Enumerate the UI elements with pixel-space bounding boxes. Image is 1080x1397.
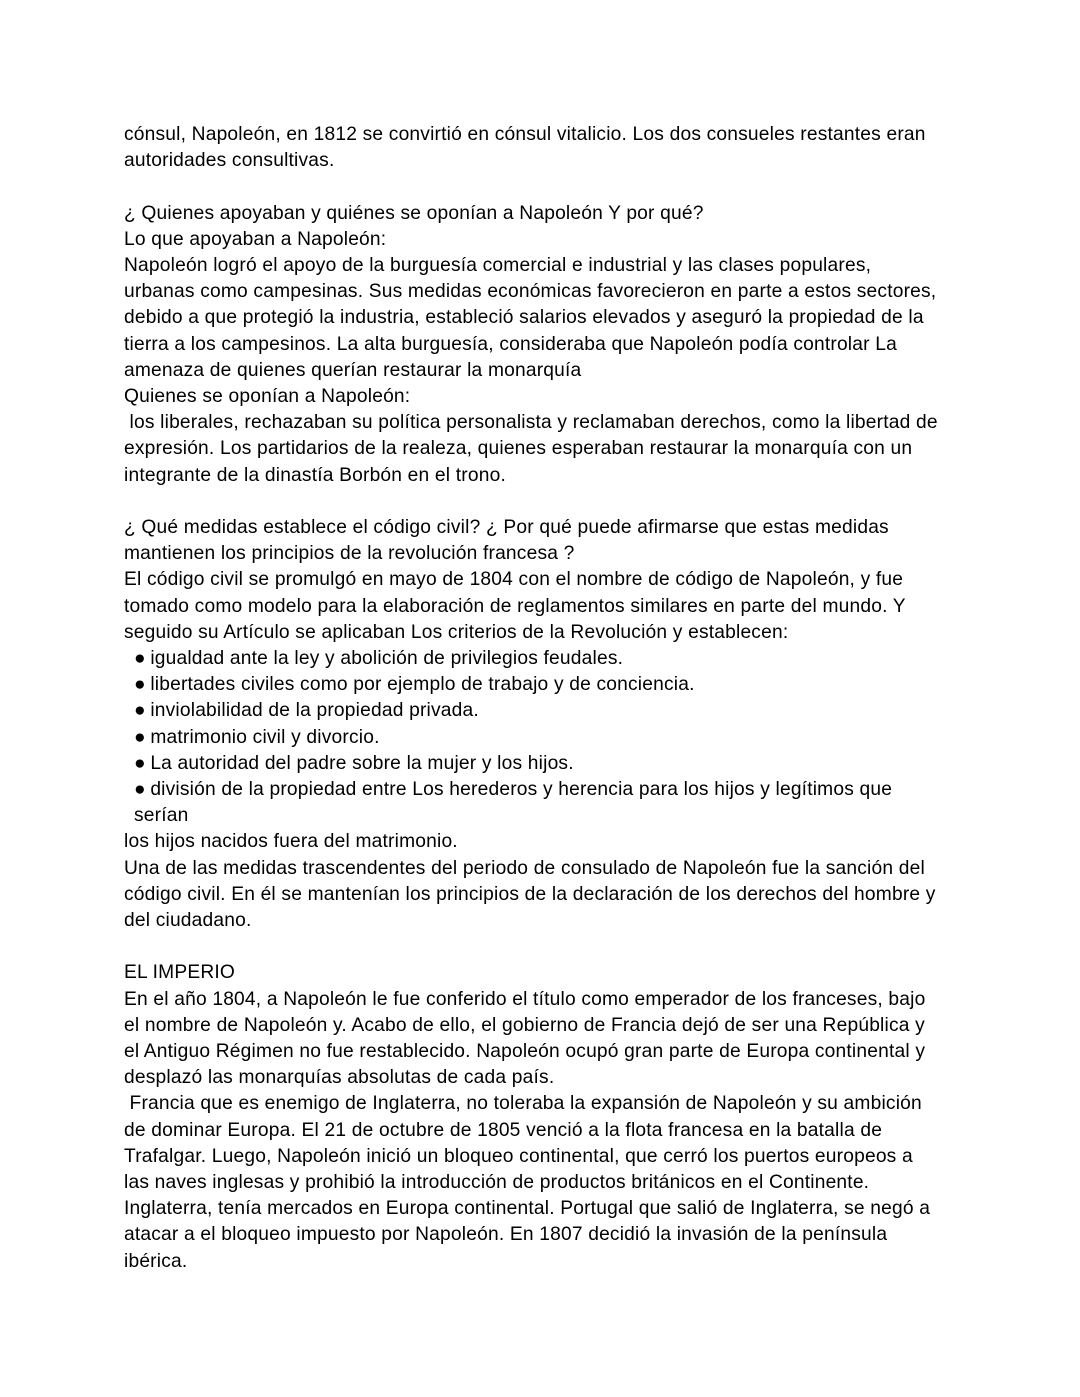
paragraph-civil-code-sanction: Una de las medidas trascendentes del periodo de consulado de Napoleón fue la sanción del código civil. En él se mantenían los principios de la declaración de los derechos del hombre y del ciudadano. [124, 857, 942, 932]
list-item [124, 672, 940, 698]
list-item [124, 646, 940, 672]
bullet-dot-icon: ● [134, 752, 146, 774]
paragraph-civil-code-body: El código civil se promulgó en mayo de 1804 con el nombre de código de Napoleón, y fue tomado como modelo para la elaboración de reglamentos similares en parte del mundo. Y seguido su Artículo se aplicaban Los criterios de la Revolución y establecen: [124, 569, 911, 643]
list-item [124, 777, 940, 829]
label-opponents: Quienes se oponían a Napoleón: [124, 386, 411, 408]
question-who-supported-napoleon: ¿ Quienes apoyaban y quiénes se oponían a Napoleón Y por qué? [124, 202, 704, 224]
document-text-body [124, 122, 944, 1275]
bullet-dot-icon: ● [134, 674, 146, 696]
list-item-label: inviolabilidad de la propiedad privada. [150, 700, 479, 722]
list-item [124, 725, 940, 751]
list-item [124, 751, 940, 777]
bullet-dot-icon: ● [134, 700, 146, 722]
paragraph-empire-first: En el año 1804, a Napoleón le fue conferido el título como emperador de los franceses, bajo el nombre de Napoleón y. Acabo de ello, el gobierno de Francia dejó de ser una República y el Antiguo Régimen no fue restablecido. Napoleón ocupó gran parte de Europa continental y desplazó las monarquías absolutas de cada país. [124, 988, 931, 1089]
bullet-dot-icon: ● [134, 726, 146, 748]
list-item [124, 698, 940, 724]
list-item-label: división de la propiedad entre Los herederos y herencia para los hijos y legítimos que serían [134, 779, 898, 827]
paragraph-consul: cónsul, Napoleón, en 1812 se convirtió en cónsul vitalicio. Los dos consueles restantes eran autoridades consultivas. [124, 124, 932, 172]
paragraph-opponents-body: los liberales, rechazaban su política personalista y reclamaban derechos, como la libertad de expresión. Los partidarios de la realeza, quienes esperaban restaurar la monarquía con un integrante de la dinastía Borbón en el trono. [124, 412, 944, 486]
list-item-label: La autoridad del padre sobre la mujer y los hijos. [150, 752, 574, 774]
paragraph-spacer [124, 489, 940, 515]
section-heading-el-imperio: EL IMPERIO [124, 962, 236, 984]
paragraph-spacer [124, 934, 940, 960]
label-supporters: Lo que apoyaban a Napoleón: [124, 228, 387, 250]
paragraph-empire-second: Francia que es enemigo de Inglaterra, no toleraba la expansión de Napoleón y su ambición de dominar Europa. El 21 de octubre de 1805 venció a la flota francesa en la batalla de Trafalgar. Luego, Napoleón inició un bloqueo continental, que cerró los puertos europeos a las naves inglesas y prohibió la introducción de productos británicos en el Continente. Inglaterra, tenía mercados en Europa continental. Portugal que salió de Inglaterra, se negó a atacar a el bloqueo impuesto por Napoleón. En 1807 decidió la invasión de la península ibérica. [124, 1093, 936, 1272]
question-civil-code: ¿ Qué medidas establece el código civil? ¿ Por qué puede afirmarse que estas medidas mantienen los principios de la revolución francesa ? [124, 517, 895, 565]
list-item-label: matrimonio civil y divorcio. [150, 726, 380, 748]
bullet-dot-icon: ● [134, 648, 146, 670]
paragraph-supporters-body: Napoleón logró el apoyo de la burguesía comercial e industrial y las clases populares, urbanas como campesinas. Sus medidas económicas favorecieron en parte a estos sectores, debido a que protegió la industria, estableció salarios elevados y aseguró la propiedad de la tierra a los campesinos. La alta burguesía, consideraba que Napoleón podía controlar La amenaza de quienes querían restaurar la monarquía [124, 255, 942, 381]
bullet-dot-icon: ● [134, 779, 146, 801]
list-item-label: libertades civiles como por ejemplo de trabajo y de conciencia. [150, 674, 695, 696]
list-item-label: igualdad ante la ley y abolición de privilegios feudales. [150, 648, 624, 670]
paragraph-spacer [124, 174, 940, 200]
list-item-continuation: los hijos nacidos fuera del matrimonio. [124, 831, 458, 853]
